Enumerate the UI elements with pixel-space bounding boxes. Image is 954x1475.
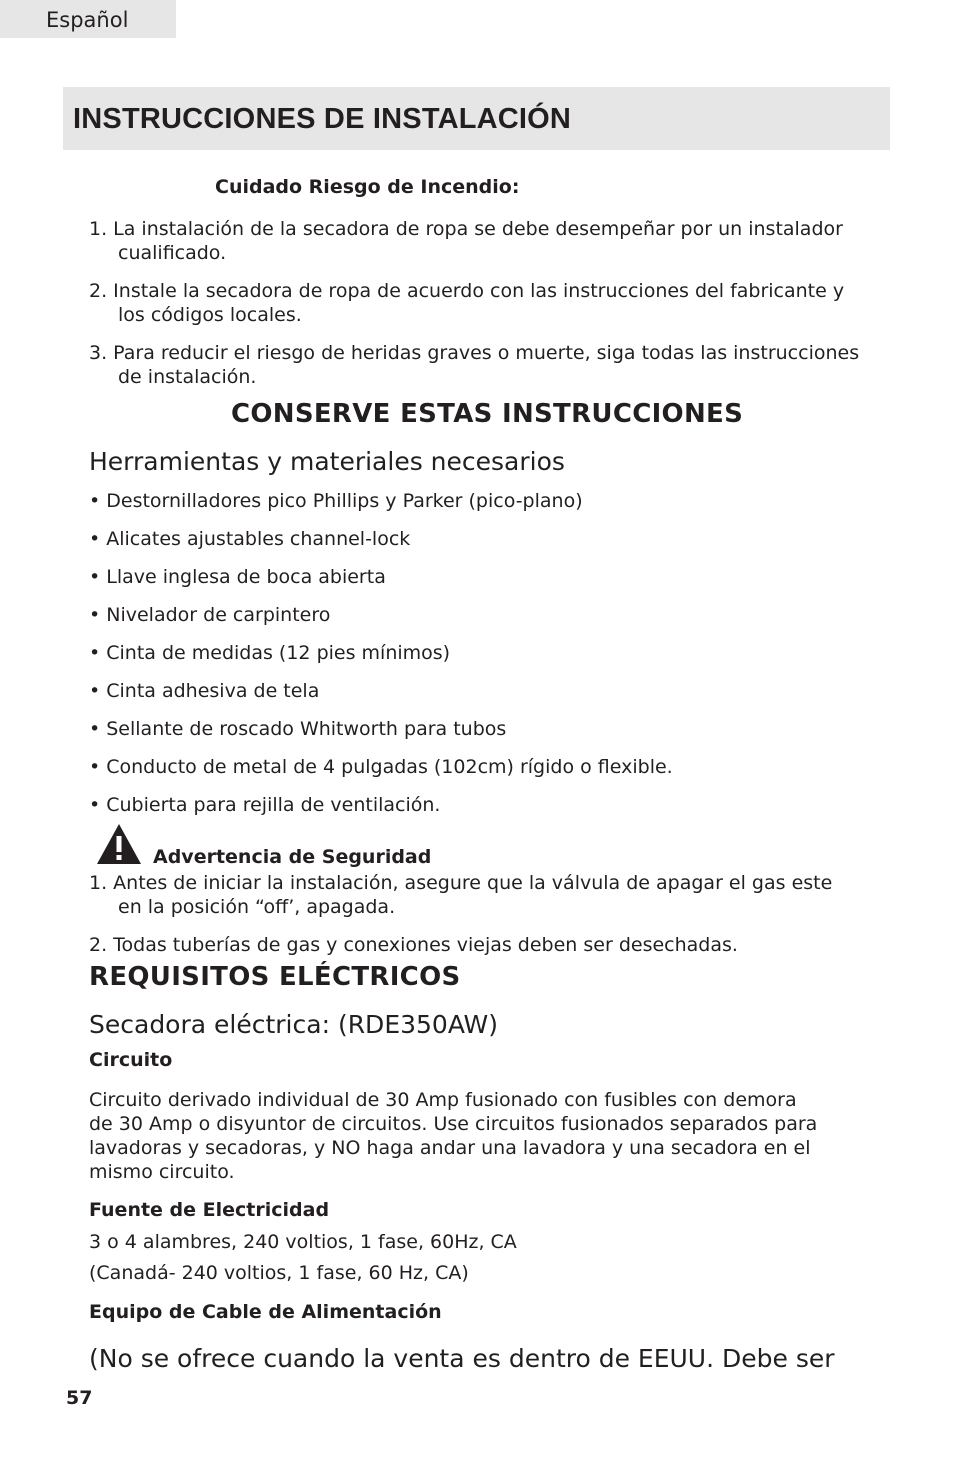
- tool-item: • Nivelador de carpintero: [89, 604, 331, 626]
- page-number: 57: [66, 1387, 93, 1409]
- circuit-title: Circuito: [89, 1049, 173, 1071]
- fire-warning-item-1: 1. La instalación de la secadora de ropa se debe desempeñar por un instalador cualificado.: [89, 218, 843, 264]
- section-title: INSTRUCCIONES DE INSTALACIÓN: [73, 103, 572, 135]
- safety-warning-title: Advertencia de Seguridad: [153, 846, 432, 868]
- warning-triangle-icon: [96, 823, 142, 865]
- power-cord-text: (No se ofrece cuando la venta es dentro de EEUU. Debe ser: [89, 1344, 835, 1373]
- language-tab: Español: [0, 0, 176, 38]
- tool-item: • Cinta adhesiva de tela: [89, 680, 320, 702]
- electrical-heading: REQUISITOS ELÉCTRICOS: [89, 962, 461, 992]
- tool-item: • Alicates ajustables channel-lock: [89, 528, 411, 550]
- safety-item-1: 1. Antes de iniciar la instalación, asegure que la válvula de apagar el gas este en la posición “off’, apagada.: [89, 872, 833, 918]
- tool-item: • Cinta de medidas (12 pies mínimos): [89, 642, 451, 664]
- section-header: [63, 87, 890, 150]
- fire-warning-title: Cuidado Riesgo de Incendio:: [215, 176, 520, 198]
- tools-heading: Herramientas y materiales necesarios: [89, 447, 565, 476]
- fire-warning-item-2: 2. Instale la secadora de ropa de acuerdo con las instrucciones del fabricante y los códigos locales.: [89, 280, 845, 326]
- power-source-line: 3 o 4 alambres, 240 voltios, 1 fase, 60Hz, CA: [89, 1231, 517, 1253]
- fire-warning-item-3: 3. Para reducir el riesgo de heridas graves o muerte, siga todas las instrucciones de instalación.: [89, 342, 860, 388]
- tool-item: • Destornilladores pico Phillips y Parker (pico-plano): [89, 490, 583, 512]
- tool-item: • Sellante de roscado Whitworth para tubos: [89, 718, 507, 740]
- power-source-title: Fuente de Electricidad: [89, 1199, 330, 1221]
- tool-item: • Conducto de metal de 4 pulgadas (102cm) rígido o flexible.: [89, 756, 673, 778]
- electrical-subheading: Secadora eléctrica: (RDE350AW): [89, 1010, 499, 1039]
- safety-item-2: 2. Todas tuberías de gas y conexiones viejas deben ser desechadas.: [89, 934, 738, 956]
- circuit-description: Circuito derivado individual de 30 Amp fusionado con fusibles con demora de 30 Amp o disyuntor de circuitos. Use circuitos fusionados separados para lavadoras y secadoras, y NO haga andar una lavadora y una secadora en el mismo circuito.: [89, 1089, 818, 1183]
- save-instructions-heading: CONSERVE ESTAS INSTRUCCIONES: [231, 399, 744, 429]
- tool-item: • Llave inglesa de boca abierta: [89, 566, 386, 588]
- power-cord-title: Equipo de Cable de Alimentación: [89, 1301, 442, 1323]
- tool-item: • Cubierta para rejilla de ventilación.: [89, 794, 441, 816]
- power-source-line: (Canadá- 240 voltios, 1 fase, 60 Hz, CA): [89, 1262, 469, 1284]
